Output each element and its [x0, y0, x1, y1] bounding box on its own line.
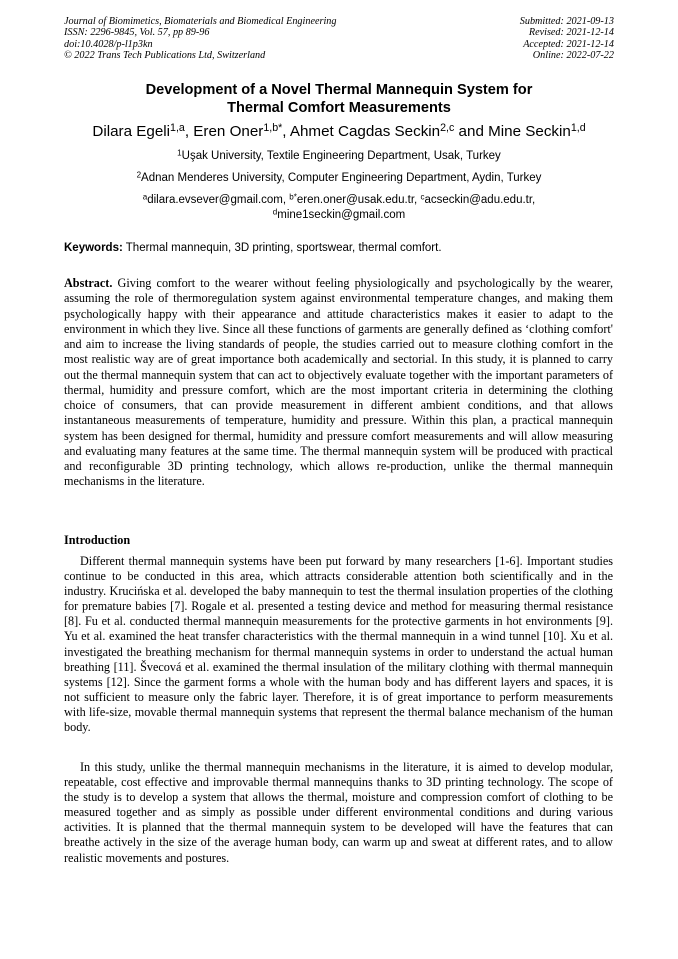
author-separator: ,: [184, 123, 194, 140]
author-name: Dilara Egeli: [92, 123, 171, 140]
journal-info: [64, 16, 336, 62]
affiliation-text: Uşak University, Textile Engineering Department, Usak, Turkey: [181, 150, 501, 162]
affiliation-2: [40, 171, 638, 186]
email-superscript: c: [420, 192, 425, 202]
submission-dates: [520, 16, 614, 62]
author-superscript: 2,c: [440, 122, 455, 135]
email-address: dilara.evsever@gmail.com,: [147, 194, 290, 206]
title-line-2: Thermal Comfort Measurements: [227, 99, 451, 116]
affiliation-1: [40, 149, 638, 164]
copyright-line: © 2022 Trans Tech Publications Ltd, Switzerland: [64, 50, 266, 62]
email-address: acseckin@adu.edu.tr,: [424, 194, 536, 206]
introduction-paragraph-1: Different thermal mannequin systems have been put forward by many researchers [1-6]. Important studies continue to be conducted in this area, which attracts considerable attention both scientifically and in the industry. Krucińska et al. developed the baby mannequin to test the thermal insulation properties of the clothing for premature babies [7]. Rogale et al. presented a testing device and method for measuring thermal resistance [8]. Fu et al. conducted thermal mannequin measurements for the protective garments in hot environments [9]. Yu et al. examined the heat transfer characteristics with the thermal mannequin in a wind tunnel [10]. Xu et al. investigated the breathing mechanism for thermal mannequin systems in order to understand the actual human breathing [11]. Švecová et al. examined the thermal insulation of the military clothing with thermal mannequin systems [12]. Since the garment forms a whole with the human body and has different layers and spaces, it is not sufficient to measure only the fabric layer. Therefore, it is of great importance to perform measurements with life-size, movable thermal mannequin systems that represent the thermal balance mechanism of the human body.: [64, 554, 613, 735]
keywords: [64, 241, 614, 255]
author-superscript: 1,a: [170, 122, 185, 135]
author-list: [30, 122, 648, 141]
author-superscript: 1,d: [570, 122, 586, 135]
submitted-date: Submitted: 2021-09-13: [519, 16, 614, 27]
author-name: Ahmet Cagdas Seckin: [289, 123, 441, 140]
email-line-1: [64, 193, 614, 208]
abstract-text: Giving comfort to the wearer without feeling physiologically and psychologically by the wearer, assuming the role of thermoregulation system against environmental temperature changes, and making them psychologically happy with their appearance and attitude characteristics makes it easier to adapt to the environment in which they live. Since all these functions of garments are generally defined as ‘clothing comfort' and aim to increase the living standards of people, the studies carried out to measure clothing comfort in the most realistic way are of great importance both academically and sectorial. In this study, it is planned to carry out the thermal mannequin system that can act to objectively evaluate together with the important parameters of thermal, humidity and pressure comfort, which are the most important criteria in determining the clothing choice of consumers, that can provide measurement in different ambient conditions, and that allows instantaneous measurements of temperature, humidity and pressure. Within this plan, a practical mannequin system has been designed for thermal, humidity and pressure comfort measurements and will allow measuring and evaluating many features at the same time. The thermal mannequin system will be produced with practical and reconfigurable 3D printing technology, which allows re-production, unlike the thermal mannequin mechanisms in the literature.: [64, 276, 613, 489]
affiliation-superscript: 1: [177, 148, 182, 158]
author-name: Mine Seckin: [488, 123, 571, 140]
email-address: mine1seckin@gmail.com: [277, 208, 406, 221]
email-superscript: a: [142, 192, 148, 202]
affiliation-superscript: 2: [136, 170, 142, 180]
introduction-paragraph-2: In this study, unlike the thermal mannequin mechanisms in the literature, it is aimed to develop modular, repeatable, cost effective and improvable thermal mannequins thanks to 3D printing technology. The scope of the study is to develop a system that allows the thermal, moisture and compression comfort of clothing to be measured together and as simply as possible under different environmental conditions and during various activities. It is planned that the thermal mannequin system to be developed will have the features that can breathe actively in the size of the average human body, can warm up and sweat at different rates, and to allow realistic movements and postures.: [64, 760, 613, 865]
author-separator: and: [454, 123, 489, 140]
abstract: [64, 276, 613, 490]
email-line-2: [64, 208, 614, 223]
keywords-text: Thermal mannequin, 3D printing, sportswear, thermal comfort.: [122, 242, 442, 254]
email-superscript: d: [272, 206, 278, 216]
author-superscript: 1,b*: [263, 122, 283, 135]
accepted-date: Accepted: 2021-12-14: [523, 38, 614, 50]
affiliation-text: Adnan Menderes University, Computer Engineering Department, Aydin, Turkey: [141, 172, 542, 184]
abstract-label: Abstract.: [64, 276, 113, 290]
paper-title: [64, 82, 614, 117]
keywords-label: Keywords:: [64, 242, 123, 254]
section-heading-introduction: Introduction: [64, 533, 131, 547]
doi-line: doi:10.4028/p-l1p3kn: [64, 38, 153, 50]
author-separator: ,: [282, 123, 290, 140]
journal-name: Journal of Biomimetics, Biomaterials and Biomedical Engineering: [64, 16, 337, 27]
issn-line: ISSN: 2296-9845, Vol. 57, pp 89-96: [64, 27, 210, 39]
revised-date: Revised: 2021-12-14: [528, 27, 614, 39]
author-emails: [64, 193, 614, 222]
email-address: eren.oner@usak.edu.tr,: [296, 194, 421, 206]
title-line-1: Development of a Novel Thermal Mannequin System for: [145, 82, 533, 98]
author-name: Eren Oner: [193, 123, 264, 140]
online-date: Online: 2022-07-22: [532, 50, 614, 62]
email-superscript: b*: [289, 192, 297, 202]
